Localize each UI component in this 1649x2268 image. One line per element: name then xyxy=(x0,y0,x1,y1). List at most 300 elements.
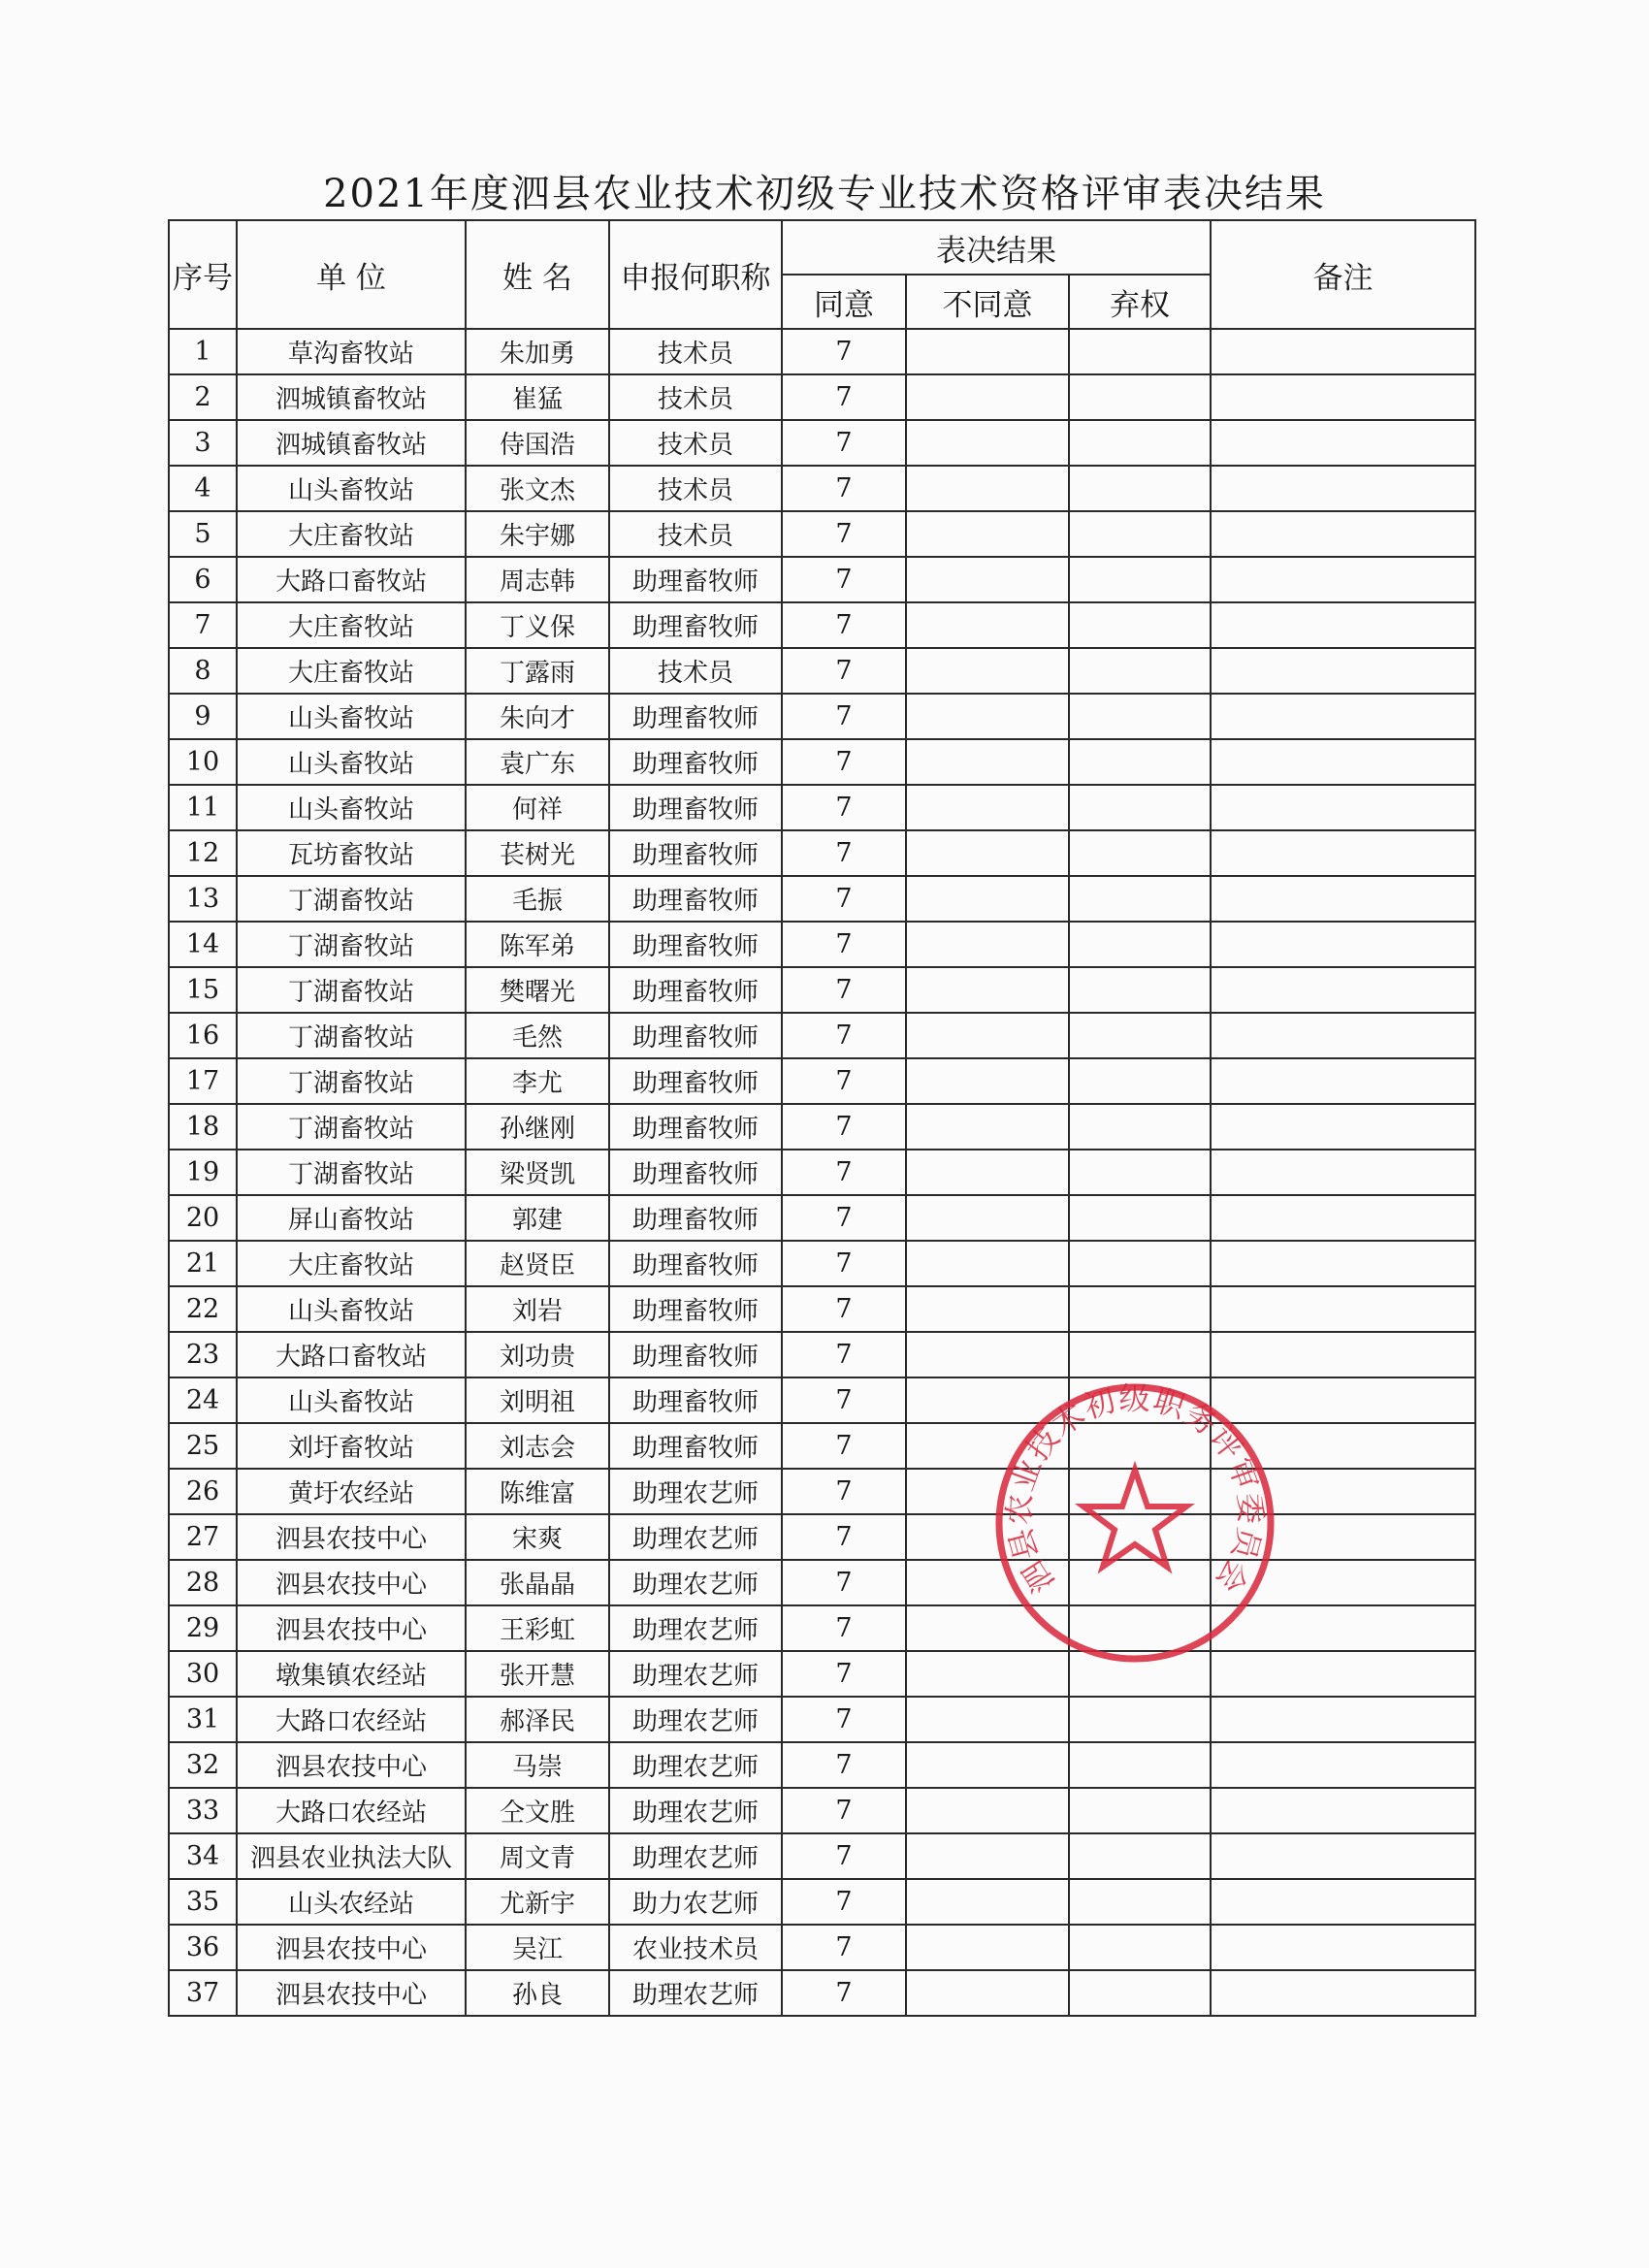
row-agree: 7 xyxy=(782,1150,906,1195)
row-seq: 17 xyxy=(169,1058,237,1104)
row-abstain xyxy=(1069,1514,1211,1560)
row-remark xyxy=(1211,466,1475,511)
row-name: 丁露雨 xyxy=(466,648,609,694)
row-unit: 刘圩畜牧站 xyxy=(237,1423,466,1469)
row-name: 周志韩 xyxy=(466,557,609,602)
row-name: 陈军弟 xyxy=(466,922,609,967)
header-title: 申报何职称 xyxy=(609,220,782,329)
row-name: 赵贤臣 xyxy=(466,1241,609,1286)
row-title: 助理畜牧师 xyxy=(609,1058,782,1104)
row-disagree xyxy=(906,830,1069,876)
row-abstain xyxy=(1069,1195,1211,1241)
header-name: 姓 名 xyxy=(466,220,609,329)
row-agree: 7 xyxy=(782,1104,906,1150)
row-seq: 4 xyxy=(169,466,237,511)
row-agree: 7 xyxy=(782,648,906,694)
row-title: 助理畜牧师 xyxy=(609,1195,782,1241)
row-seq: 10 xyxy=(169,739,237,785)
header-remark: 备注 xyxy=(1211,220,1475,329)
page-title: 2021年度泗县农业技术初级专业技术资格评审表决结果 xyxy=(323,172,1326,216)
row-abstain xyxy=(1069,1013,1211,1058)
row-seq: 19 xyxy=(169,1150,237,1195)
row-disagree xyxy=(906,1651,1069,1697)
row-unit: 丁湖畜牧站 xyxy=(237,1150,466,1195)
table-row xyxy=(169,1241,1475,1286)
row-remark xyxy=(1211,967,1475,1013)
row-agree: 7 xyxy=(782,1241,906,1286)
row-unit: 山头畜牧站 xyxy=(237,785,466,830)
row-name: 袁广东 xyxy=(466,739,609,785)
row-disagree xyxy=(906,511,1069,557)
row-abstain xyxy=(1069,1970,1211,2016)
row-abstain xyxy=(1069,1150,1211,1195)
row-remark xyxy=(1211,1560,1475,1605)
row-seq: 1 xyxy=(169,329,237,374)
row-disagree xyxy=(906,785,1069,830)
row-seq: 23 xyxy=(169,1332,237,1377)
row-abstain xyxy=(1069,1605,1211,1651)
row-seq: 16 xyxy=(169,1013,237,1058)
row-agree: 7 xyxy=(782,1560,906,1605)
table-row xyxy=(169,1697,1475,1742)
row-disagree xyxy=(906,1970,1069,2016)
row-unit: 大路口农经站 xyxy=(237,1788,466,1833)
row-agree: 7 xyxy=(782,1377,906,1423)
row-seq: 28 xyxy=(169,1560,237,1605)
row-unit: 山头畜牧站 xyxy=(237,694,466,739)
table-row xyxy=(169,511,1475,557)
header-abstain: 弃权 xyxy=(1069,275,1211,329)
row-seq: 24 xyxy=(169,1377,237,1423)
row-abstain xyxy=(1069,466,1211,511)
row-disagree xyxy=(906,876,1069,922)
row-name: 何祥 xyxy=(466,785,609,830)
row-seq: 37 xyxy=(169,1970,237,2016)
row-remark xyxy=(1211,1332,1475,1377)
row-remark xyxy=(1211,876,1475,922)
row-remark xyxy=(1211,1013,1475,1058)
table-row xyxy=(169,694,1475,739)
table-row xyxy=(169,1332,1475,1377)
row-disagree xyxy=(906,1925,1069,1970)
row-title: 助理农艺师 xyxy=(609,1605,782,1651)
row-title: 助理畜牧师 xyxy=(609,1013,782,1058)
table-row xyxy=(169,739,1475,785)
row-name: 刘功贵 xyxy=(466,1332,609,1377)
table-row xyxy=(169,1058,1475,1104)
row-name: 刘岩 xyxy=(466,1286,609,1332)
row-abstain xyxy=(1069,1788,1211,1833)
row-name: 郭建 xyxy=(466,1195,609,1241)
table-row xyxy=(169,876,1475,922)
row-unit: 丁湖畜牧站 xyxy=(237,1104,466,1150)
row-agree: 7 xyxy=(782,329,906,374)
row-title: 助理畜牧师 xyxy=(609,1150,782,1195)
row-unit: 草沟畜牧站 xyxy=(237,329,466,374)
row-unit: 泗县农技中心 xyxy=(237,1514,466,1560)
row-title: 助理畜牧师 xyxy=(609,1332,782,1377)
row-unit: 屏山畜牧站 xyxy=(237,1195,466,1241)
row-unit: 丁湖畜牧站 xyxy=(237,1013,466,1058)
row-abstain xyxy=(1069,1925,1211,1970)
row-abstain xyxy=(1069,967,1211,1013)
row-seq: 31 xyxy=(169,1697,237,1742)
row-title: 助理畜牧师 xyxy=(609,1423,782,1469)
row-name: 李尤 xyxy=(466,1058,609,1104)
row-abstain xyxy=(1069,1742,1211,1788)
row-name: 刘志会 xyxy=(466,1423,609,1469)
row-abstain xyxy=(1069,1104,1211,1150)
row-agree: 7 xyxy=(782,1013,906,1058)
header-seq: 序号 xyxy=(169,220,237,329)
row-name: 崔猛 xyxy=(466,374,609,420)
row-remark xyxy=(1211,648,1475,694)
row-disagree xyxy=(906,1013,1069,1058)
row-abstain xyxy=(1069,1833,1211,1879)
row-remark xyxy=(1211,1423,1475,1469)
row-unit: 山头畜牧站 xyxy=(237,1286,466,1332)
table-row xyxy=(169,1925,1475,1970)
table-row xyxy=(169,785,1475,830)
row-seq: 21 xyxy=(169,1241,237,1286)
table-row xyxy=(169,1788,1475,1833)
row-remark xyxy=(1211,739,1475,785)
row-abstain xyxy=(1069,1241,1211,1286)
row-abstain xyxy=(1069,876,1211,922)
row-seq: 36 xyxy=(169,1925,237,1970)
row-abstain xyxy=(1069,1651,1211,1697)
row-name: 尤新宇 xyxy=(466,1879,609,1925)
table-row xyxy=(169,922,1475,967)
row-abstain xyxy=(1069,1286,1211,1332)
row-title: 助理畜牧师 xyxy=(609,922,782,967)
row-remark xyxy=(1211,1970,1475,2016)
row-title: 助理畜牧师 xyxy=(609,694,782,739)
row-name: 毛然 xyxy=(466,1013,609,1058)
row-remark xyxy=(1211,420,1475,466)
table-row xyxy=(169,1560,1475,1605)
row-seq: 29 xyxy=(169,1605,237,1651)
row-disagree xyxy=(906,1514,1069,1560)
row-agree: 7 xyxy=(782,1286,906,1332)
row-name: 宋爽 xyxy=(466,1514,609,1560)
row-unit: 泗县农技中心 xyxy=(237,1925,466,1970)
row-abstain xyxy=(1069,1058,1211,1104)
row-abstain xyxy=(1069,1377,1211,1423)
row-unit: 丁湖畜牧站 xyxy=(237,967,466,1013)
row-disagree xyxy=(906,557,1069,602)
row-title: 助理畜牧师 xyxy=(609,1241,782,1286)
row-disagree xyxy=(906,1195,1069,1241)
row-abstain xyxy=(1069,1697,1211,1742)
row-abstain xyxy=(1069,420,1211,466)
row-title: 助理畜牧师 xyxy=(609,876,782,922)
row-abstain xyxy=(1069,374,1211,420)
table-row xyxy=(169,1833,1475,1879)
table-row xyxy=(169,466,1475,511)
table-row xyxy=(169,967,1475,1013)
row-title: 助理农艺师 xyxy=(609,1469,782,1514)
row-title: 助理畜牧师 xyxy=(609,557,782,602)
table-row xyxy=(169,1150,1475,1195)
row-name: 樊曙光 xyxy=(466,967,609,1013)
row-remark xyxy=(1211,1286,1475,1332)
row-name: 丁义保 xyxy=(466,602,609,648)
row-abstain xyxy=(1069,1469,1211,1514)
row-agree: 7 xyxy=(782,1697,906,1742)
row-agree: 7 xyxy=(782,1833,906,1879)
row-unit: 大庄畜牧站 xyxy=(237,602,466,648)
row-name: 吴江 xyxy=(466,1925,609,1970)
row-remark xyxy=(1211,1742,1475,1788)
row-disagree xyxy=(906,922,1069,967)
row-name: 周文青 xyxy=(466,1833,609,1879)
row-agree: 7 xyxy=(782,922,906,967)
row-abstain xyxy=(1069,648,1211,694)
row-disagree xyxy=(906,739,1069,785)
row-unit: 黄圩农经站 xyxy=(237,1469,466,1514)
row-disagree xyxy=(906,1332,1069,1377)
row-title: 助理畜牧师 xyxy=(609,739,782,785)
row-disagree xyxy=(906,1560,1069,1605)
row-remark xyxy=(1211,374,1475,420)
row-agree: 7 xyxy=(782,466,906,511)
row-disagree xyxy=(906,420,1069,466)
seal-text: 泗县农业技术初级职务评审委员会 xyxy=(1000,1379,1270,1600)
header-agree: 同意 xyxy=(782,275,906,329)
row-agree: 7 xyxy=(782,967,906,1013)
row-agree: 7 xyxy=(782,557,906,602)
row-title: 助理农艺师 xyxy=(609,1833,782,1879)
row-remark xyxy=(1211,602,1475,648)
row-name: 陈维富 xyxy=(466,1469,609,1514)
row-remark xyxy=(1211,1651,1475,1697)
row-name: 朱向才 xyxy=(466,694,609,739)
row-seq: 5 xyxy=(169,511,237,557)
row-disagree xyxy=(906,967,1069,1013)
table-row xyxy=(169,1514,1475,1560)
row-abstain xyxy=(1069,1423,1211,1469)
row-remark xyxy=(1211,922,1475,967)
row-seq: 2 xyxy=(169,374,237,420)
row-disagree xyxy=(906,694,1069,739)
row-remark xyxy=(1211,1605,1475,1651)
row-title: 助理畜牧师 xyxy=(609,1104,782,1150)
row-unit: 山头畜牧站 xyxy=(237,1377,466,1423)
row-disagree xyxy=(906,1286,1069,1332)
row-remark xyxy=(1211,1241,1475,1286)
row-agree: 7 xyxy=(782,1605,906,1651)
row-agree: 7 xyxy=(782,1332,906,1377)
row-abstain xyxy=(1069,739,1211,785)
row-seq: 18 xyxy=(169,1104,237,1150)
row-name: 王彩虹 xyxy=(466,1605,609,1651)
table-row xyxy=(169,557,1475,602)
row-disagree xyxy=(906,1742,1069,1788)
row-unit: 大路口畜牧站 xyxy=(237,1332,466,1377)
row-title: 技术员 xyxy=(609,329,782,374)
row-seq: 30 xyxy=(169,1651,237,1697)
row-seq: 3 xyxy=(169,420,237,466)
table-row xyxy=(169,1651,1475,1697)
row-seq: 20 xyxy=(169,1195,237,1241)
row-name: 孙良 xyxy=(466,1970,609,2016)
row-unit: 瓦坊畜牧站 xyxy=(237,830,466,876)
row-unit: 泗县农业执法大队 xyxy=(237,1833,466,1879)
table-body xyxy=(169,329,1475,2016)
row-name: 刘明祖 xyxy=(466,1377,609,1423)
row-agree: 7 xyxy=(782,1970,906,2016)
row-disagree xyxy=(906,1241,1069,1286)
row-title: 助理农艺师 xyxy=(609,1788,782,1833)
table-row xyxy=(169,1286,1475,1332)
row-abstain xyxy=(1069,557,1211,602)
row-agree: 7 xyxy=(782,876,906,922)
row-abstain xyxy=(1069,694,1211,739)
row-agree: 7 xyxy=(782,1742,906,1788)
row-title: 助理畜牧师 xyxy=(609,967,782,1013)
row-remark xyxy=(1211,1879,1475,1925)
row-agree: 7 xyxy=(782,602,906,648)
row-unit: 墩集镇农经站 xyxy=(237,1651,466,1697)
row-agree: 7 xyxy=(782,1514,906,1560)
row-title: 助理畜牧师 xyxy=(609,602,782,648)
table-row xyxy=(169,648,1475,694)
row-seq: 14 xyxy=(169,922,237,967)
table-row xyxy=(169,1104,1475,1150)
row-title: 技术员 xyxy=(609,420,782,466)
row-unit: 大路口农经站 xyxy=(237,1697,466,1742)
table-row xyxy=(169,1605,1475,1651)
row-disagree xyxy=(906,1469,1069,1514)
row-remark xyxy=(1211,694,1475,739)
row-remark xyxy=(1211,1469,1475,1514)
row-seq: 34 xyxy=(169,1833,237,1879)
row-remark xyxy=(1211,1788,1475,1833)
row-name: 侍国浩 xyxy=(466,420,609,466)
row-name: 马崇 xyxy=(466,1742,609,1788)
row-agree: 7 xyxy=(782,511,906,557)
table-row xyxy=(169,374,1475,420)
row-disagree xyxy=(906,1788,1069,1833)
header-unit: 单 位 xyxy=(237,220,466,329)
table-row xyxy=(169,1013,1475,1058)
row-title: 助理农艺师 xyxy=(609,1560,782,1605)
row-unit: 山头畜牧站 xyxy=(237,466,466,511)
row-agree: 7 xyxy=(782,1195,906,1241)
row-remark xyxy=(1211,1377,1475,1423)
row-disagree xyxy=(906,1833,1069,1879)
row-seq: 32 xyxy=(169,1742,237,1788)
header-vote-result: 表决结果 xyxy=(782,220,1211,275)
row-agree: 7 xyxy=(782,1788,906,1833)
table-row xyxy=(169,830,1475,876)
row-name: 张开慧 xyxy=(466,1651,609,1697)
table-row xyxy=(169,602,1475,648)
row-title: 助理畜牧师 xyxy=(609,785,782,830)
row-abstain xyxy=(1069,1879,1211,1925)
row-agree: 7 xyxy=(782,1879,906,1925)
table-row xyxy=(169,329,1475,374)
row-unit: 山头农经站 xyxy=(237,1879,466,1925)
row-abstain xyxy=(1069,511,1211,557)
row-seq: 11 xyxy=(169,785,237,830)
row-disagree xyxy=(906,602,1069,648)
row-disagree xyxy=(906,374,1069,420)
row-remark xyxy=(1211,1925,1475,1970)
row-name: 苌树光 xyxy=(466,830,609,876)
row-seq: 35 xyxy=(169,1879,237,1925)
row-unit: 大庄畜牧站 xyxy=(237,1241,466,1286)
row-remark xyxy=(1211,557,1475,602)
row-title: 助理农艺师 xyxy=(609,1514,782,1560)
row-abstain xyxy=(1069,830,1211,876)
row-seq: 7 xyxy=(169,602,237,648)
row-name: 张晶晶 xyxy=(466,1560,609,1605)
row-unit: 丁湖畜牧站 xyxy=(237,876,466,922)
row-seq: 6 xyxy=(169,557,237,602)
row-remark xyxy=(1211,1514,1475,1560)
row-remark xyxy=(1211,830,1475,876)
row-title: 助理农艺师 xyxy=(609,1697,782,1742)
table-row xyxy=(169,420,1475,466)
row-unit: 泗城镇畜牧站 xyxy=(237,374,466,420)
row-remark xyxy=(1211,1058,1475,1104)
row-name: 梁贤凯 xyxy=(466,1150,609,1195)
row-unit: 大庄畜牧站 xyxy=(237,648,466,694)
row-remark xyxy=(1211,1150,1475,1195)
row-unit: 山头畜牧站 xyxy=(237,739,466,785)
vote-results-table xyxy=(168,219,1476,2017)
row-unit: 泗县农技中心 xyxy=(237,1970,466,2016)
row-title: 助理畜牧师 xyxy=(609,830,782,876)
row-abstain xyxy=(1069,329,1211,374)
row-name: 郝泽民 xyxy=(466,1697,609,1742)
table-row xyxy=(169,1377,1475,1423)
row-agree: 7 xyxy=(782,374,906,420)
row-unit: 丁湖畜牧站 xyxy=(237,922,466,967)
row-remark xyxy=(1211,511,1475,557)
row-remark xyxy=(1211,1833,1475,1879)
row-unit: 大庄畜牧站 xyxy=(237,511,466,557)
row-agree: 7 xyxy=(782,420,906,466)
row-agree: 7 xyxy=(782,694,906,739)
row-abstain xyxy=(1069,922,1211,967)
row-agree: 7 xyxy=(782,1651,906,1697)
row-agree: 7 xyxy=(782,739,906,785)
row-unit: 丁湖畜牧站 xyxy=(237,1058,466,1104)
row-title: 技术员 xyxy=(609,648,782,694)
row-name: 毛振 xyxy=(466,876,609,922)
row-seq: 25 xyxy=(169,1423,237,1469)
table-row xyxy=(169,1469,1475,1514)
row-title: 技术员 xyxy=(609,511,782,557)
table-row xyxy=(169,1195,1475,1241)
header-disagree: 不同意 xyxy=(906,275,1069,329)
row-abstain xyxy=(1069,1332,1211,1377)
row-remark xyxy=(1211,1104,1475,1150)
table-row xyxy=(169,1423,1475,1469)
row-remark xyxy=(1211,785,1475,830)
row-seq: 26 xyxy=(169,1469,237,1514)
row-seq: 13 xyxy=(169,876,237,922)
row-disagree xyxy=(906,1605,1069,1651)
row-disagree xyxy=(906,1104,1069,1150)
row-name: 仝文胜 xyxy=(466,1788,609,1833)
row-seq: 12 xyxy=(169,830,237,876)
row-title: 助理农艺师 xyxy=(609,1742,782,1788)
row-agree: 7 xyxy=(782,1423,906,1469)
